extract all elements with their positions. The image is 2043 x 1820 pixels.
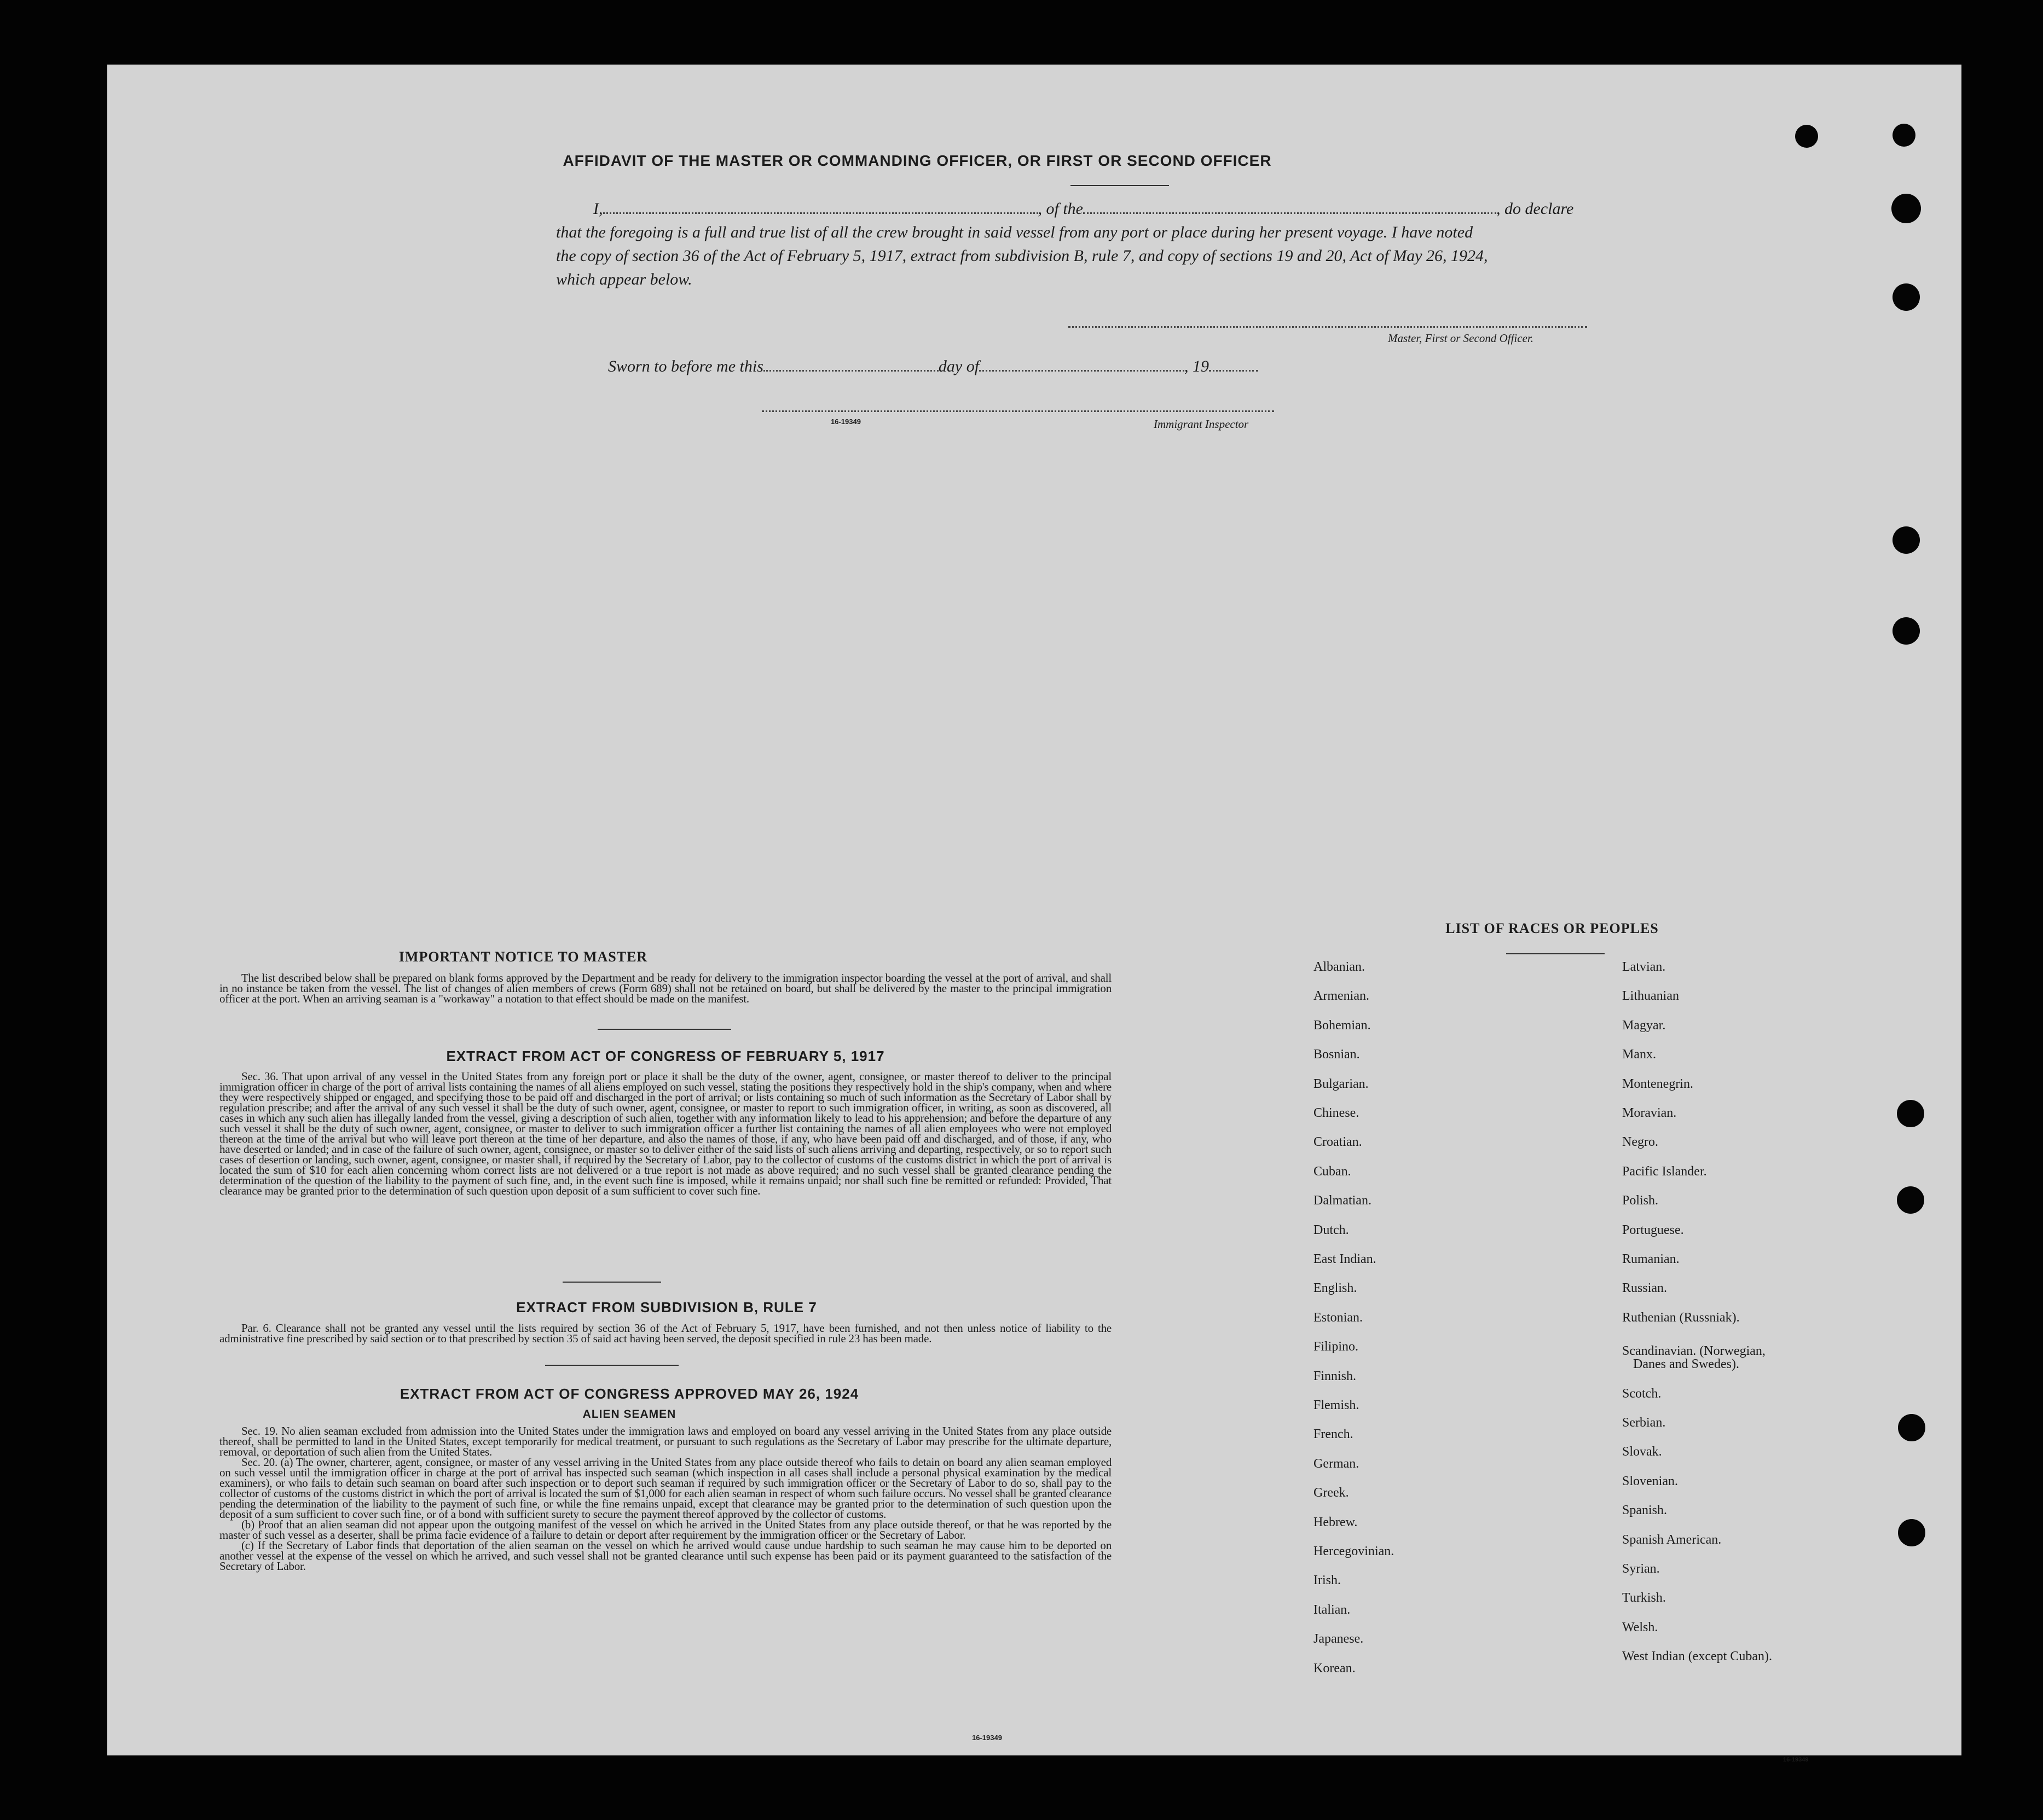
- race-item: Dutch.: [1313, 1222, 1349, 1237]
- notice-text: [219, 973, 1112, 1004]
- extract-rule7-title: EXTRACT FROM SUBDIVISION B, RULE 7: [516, 1299, 817, 1315]
- race-item: Irish.: [1313, 1573, 1341, 1588]
- race-item: Spanish.: [1622, 1503, 1668, 1518]
- master-signature-line[interactable]: [1068, 326, 1587, 328]
- punch-hole: [1892, 526, 1920, 554]
- race-item: Hebrew.: [1313, 1515, 1358, 1529]
- day-of-text: day of: [938, 357, 980, 375]
- race-item: French.: [1313, 1427, 1353, 1442]
- divider: [1506, 953, 1605, 954]
- sec-19-paragraph: Sec. 19. No alien seaman excluded from admission into the United States under the immigration laws and employed on board any vessel arriving in the United States from any place outside thereof, shall be permitted to land in the United States, except temporarily for medical treatment, or pursuant to such regulations as the Secretary of Labor may prescribe for the ultimate departure, removal, or deportation of such alien from the United States.: [219, 1424, 1112, 1458]
- sworn-year-field[interactable]: [1209, 355, 1258, 372]
- race-item: Negro.: [1622, 1135, 1658, 1150]
- extract-1924-text: [219, 1426, 1112, 1572]
- sworn-day-field[interactable]: [763, 355, 939, 372]
- divider: [1070, 185, 1169, 186]
- sworn-line: [608, 355, 1258, 378]
- extract-1917-text: [219, 1071, 1112, 1196]
- race-item: Bulgarian.: [1313, 1076, 1369, 1091]
- extract-1917-title: EXTRACT FROM ACT OF CONGRESS OF FEBRUARY 5, 1917: [446, 1048, 885, 1064]
- declaration-line-3: the copy of section 36 of the Act of February 5, 1917, extract from subdivision B, rule 7, and copy of sections 19 and 20, Act of May 26, 1924,: [556, 247, 1488, 265]
- race-item: Slovenian.: [1622, 1474, 1678, 1488]
- extract-1924-title: EXTRACT FROM ACT OF CONGRESS APPROVED MAY 26, 1924: [400, 1386, 859, 1402]
- race-item: Bohemian.: [1313, 1018, 1371, 1033]
- race-item: Armenian.: [1313, 989, 1369, 1004]
- divider: [545, 1365, 679, 1366]
- race-item: Cuban.: [1313, 1164, 1351, 1179]
- race-item: Danes and Swedes).: [1633, 1357, 1739, 1372]
- document-page: [107, 65, 1961, 1763]
- race-item: Croatian.: [1313, 1135, 1362, 1150]
- punch-hole: [1898, 1519, 1925, 1546]
- sec-20a-paragraph: Sec. 20. (a) The owner, charterer, agent, consignee, or master of any vessel arriving in the United States from any place outside thereof who fails to detain on board any alien seaman employed on such vessel until the immigration officer in charge at the port of arrival has inspected such seaman (which inspection in all cases shall include a personal physical examination by the medical examiners), or who fails to detain such seaman on board after such inspection or to deport such seaman if required by such immigration officer or the Secretary of Labor to do so, shall pay to the collector of customs of the customs district in which the port of arrival is located the sum of $1,000 for each alien seaman in respect of whom such failure occurs. No vessel shall be granted clearance pending the determination of the liability to the payment of such fine, or while the fine remains unpaid, except that clearance may be granted prior to the determination of such question upon the deposit of a sum sufficient to cover such fine, or of a bond with sufficient surety to secure the payment thereof approved by the collector of customs.: [219, 1456, 1112, 1521]
- punch-hole: [1891, 194, 1921, 223]
- race-item: Estonian.: [1313, 1310, 1363, 1325]
- sworn-text: Sworn to before me this: [608, 357, 763, 375]
- form-number-top: 16-19349: [831, 418, 861, 426]
- race-item: Korean.: [1313, 1661, 1356, 1676]
- divider: [598, 1029, 731, 1030]
- race-item: Rumanian.: [1622, 1252, 1680, 1266]
- extract-rule7-text: [219, 1323, 1112, 1344]
- inspector-label: Immigrant Inspector: [1154, 418, 1249, 431]
- punch-hole: [1897, 1186, 1924, 1214]
- race-item: Slovak.: [1622, 1445, 1662, 1459]
- punch-hole: [1897, 1100, 1924, 1127]
- form-number-left: 16-19349: [972, 1734, 1002, 1742]
- race-item: Russian.: [1622, 1281, 1668, 1296]
- punch-hole: [1898, 1414, 1925, 1441]
- race-item: Scandinavian. (Norwegian,: [1622, 1344, 1766, 1359]
- race-item: Filipino.: [1313, 1340, 1359, 1354]
- race-item: Moravian.: [1622, 1106, 1677, 1120]
- race-item: West Indian (except Cuban).: [1622, 1649, 1772, 1664]
- race-item: German.: [1313, 1456, 1359, 1471]
- sworn-month-field[interactable]: [979, 355, 1184, 372]
- race-item: Italian.: [1313, 1602, 1351, 1617]
- race-item: Bosnian.: [1313, 1047, 1360, 1062]
- punch-hole: [1892, 124, 1915, 147]
- affidavit-title: AFFIDAVIT OF THE MASTER OR COMMANDING OFFICER, OR FIRST OR SECOND OFFICER: [563, 152, 1272, 169]
- race-item: Flemish.: [1313, 1398, 1359, 1412]
- punch-hole: [1795, 125, 1818, 148]
- race-item: Serbian.: [1622, 1416, 1666, 1430]
- declaration-of-the: , of the: [1038, 200, 1083, 218]
- race-item: Magyar.: [1622, 1018, 1666, 1033]
- race-item: Dalmatian.: [1313, 1193, 1371, 1208]
- race-item: Latvian.: [1622, 960, 1666, 974]
- race-item: English.: [1313, 1281, 1357, 1296]
- sec-20b-paragraph: (b) Proof that an alien seaman did not appear upon the outgoing manifest of the vessel on which he arrived in the United States from any place outside thereof, or that he was reported by the master of such vessel as a deserter, shall be prima facie evidence of a failure to detain or deport after requirement by the immigration officer or the Secretary of Labor.: [219, 1518, 1112, 1541]
- race-item: Portuguese.: [1622, 1222, 1684, 1237]
- name-field[interactable]: [603, 197, 1038, 214]
- race-item: Ruthenian (Russniak).: [1622, 1310, 1740, 1325]
- race-item: Finnish.: [1313, 1369, 1357, 1383]
- race-item: Turkish.: [1622, 1591, 1666, 1605]
- punch-hole: [1892, 283, 1920, 311]
- races-title: LIST OF RACES OR PEOPLES: [1445, 920, 1659, 936]
- alien-seamen-subtitle: ALIEN SEAMEN: [582, 1408, 676, 1421]
- declaration-line-4: which appear below.: [556, 270, 692, 288]
- race-item: Scotch.: [1622, 1386, 1662, 1401]
- race-item: Spanish American.: [1622, 1532, 1722, 1547]
- race-item: Manx.: [1622, 1047, 1656, 1062]
- declaration-line-1: [593, 197, 1711, 221]
- punch-hole: [1892, 617, 1920, 645]
- year-prefix-text: , 19: [1184, 357, 1209, 375]
- race-item: Syrian.: [1622, 1562, 1660, 1576]
- sec-20c-paragraph: (c) If the Secretary of Labor finds that deportation of the alien seaman on the vessel on which he arrived would cause undue hardship to such seaman he may cause him to be deported on another vessel at the expense of the vessel on which he arrived, and such vessel shall not be granted clearance until such expense has been paid or its payment guaranteed to the satisfaction of the Secretary of Labor.: [219, 1539, 1112, 1573]
- declaration-do-declare: , do declare: [1496, 200, 1574, 218]
- race-item: Polish.: [1622, 1193, 1659, 1208]
- race-item: East Indian.: [1313, 1252, 1376, 1266]
- race-item: Greek.: [1313, 1486, 1349, 1500]
- race-item: Japanese.: [1313, 1632, 1364, 1647]
- race-item: Montenegrin.: [1622, 1076, 1693, 1091]
- master-signature-label: Master, First or Second Officer.: [1388, 332, 1533, 345]
- form-number-right: 16-19349: [1783, 1757, 1809, 1763]
- declaration-line-2: that the foregoing is a full and true list of all the crew brought in said vessel from any port or place during her present voyage. I have noted: [556, 223, 1473, 241]
- par-6-paragraph: Par. 6. Clearance shall not be granted any vessel until the lists required by section 36 of the Act of February 5, 1917, have been furnished, and not then unless notice of liability to the administrative fine prescribed by said section or to that prescribed by section 35 of said act having been served, the deposit specified in rule 23 has been made.: [219, 1321, 1112, 1345]
- notice-paragraph: The list described below shall be prepared on blank forms approved by the Department and be ready for delivery to the immigration inspector boarding the vessel at the port of arrival, and shall in no instance be taken from the vessel. The list of changes of alien members of crews (Form 689) shall not be retained on board, but shall be delivered by the master to the principal immigration officer at the port. When an arriving seaman is a "workaway" a notation to that effect should be made on the manifest.: [219, 971, 1112, 1005]
- divider: [563, 1282, 661, 1283]
- notice-title: IMPORTANT NOTICE TO MASTER: [398, 949, 648, 965]
- position-field[interactable]: [1083, 197, 1496, 214]
- race-item: Pacific Islander.: [1622, 1164, 1707, 1179]
- declaration-i: I,: [593, 200, 603, 218]
- race-item: Chinese.: [1313, 1106, 1359, 1120]
- sec-36-paragraph: Sec. 36. That upon arrival of any vessel in the United States from any foreign port or place it shall be the duty of the owner, agent, consignee, or master thereof to deliver to the principal immigration officer in charge of the port of arrival lists containing the names of all aliens employed on such vessel, stating the positions they respectively hold in the ship's company, when and where they were respectively shipped or engaged, and specifying those to be paid off and discharged in the port of arrival; or lists containing so much of such information as the Secretary of Labor shall by regulation prescribe; and after the arrival of any such vessel it shall be the duty of such owner, agent, consignee, or master to report to such immigration officer, in writing, as soon as discovered, all cases in which any such alien has illegally landed from the vessel, giving a description of such alien, together with any information likely to lead to his apprehension; and before the departure of any such vessel it shall be the duty of such owner, agent, consignee, or master to deliver to such immigration officer a further list containing the names of all alien employees who were not employed thereon at the time of the arrival but who will leave port thereon at the time of her departure, and also the names of those, if any, who have been paid off and discharged, and of those, if any, who have deserted or landed; and in case of the failure of such owner, agent, consignee, or master so to deliver either of the said lists of such aliens arriving and departing, respectively, or so to report such cases of desertion or landing, such owner, agent, consignee, or master shall, if required by the Secretary of Labor, pay to the collector of customs of the customs district in which the port of arrival is located the sum of $10 for each alien concerning whom correct lists are not delivered or a true report is not made as above required; and no such vessel shall be granted clearance pending the determination of the question of the liability to the payment of such fine, and, in the event such fine is imposed, while it remains unpaid; nor shall such fine be remitted or refunded: Provided, That clearance may be granted prior to the determination of such question upon deposit of a sum sufficient to cover such fine.: [219, 1070, 1112, 1197]
- inspector-signature-line[interactable]: [762, 410, 1274, 412]
- affidavit-declaration: [556, 197, 1711, 291]
- race-item: Albanian.: [1313, 960, 1365, 974]
- race-item: Welsh.: [1622, 1620, 1658, 1634]
- race-item: Hercegovinian.: [1313, 1544, 1394, 1558]
- race-item: Lithuanian: [1622, 989, 1679, 1004]
